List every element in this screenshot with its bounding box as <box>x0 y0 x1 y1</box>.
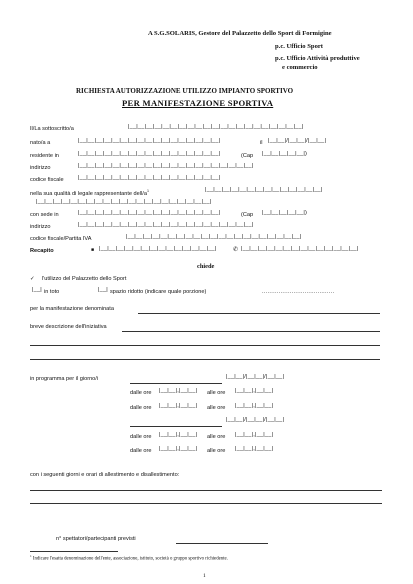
label-cap-sede: (Cap <box>241 212 254 218</box>
checkbox-spazio-ridotto[interactable]: |__| <box>98 287 108 293</box>
label-codice-fiscale: codice fiscale <box>30 177 64 183</box>
input-ente-1[interactable]: |__|__|__|__|__|__|__|__|__|__|__|__|__|__| <box>205 187 323 193</box>
input-codice-fiscale[interactable]: |__|__|__|__|__|__|__|__|__|__|__|__|__|__|__|__|__| <box>78 175 221 181</box>
label-spettatori: n° spettatori/partecipanti previsti <box>56 536 136 542</box>
footnote-divider <box>30 551 118 552</box>
input-data-nascita[interactable]: |__|__|/|__|__|/|__|__| <box>268 138 327 144</box>
footnote: $^1$ Indicare l'esatta denominazione dell'ente, associazione, istituto, società o gruppo sportivo richiedente. <box>30 554 228 562</box>
input-indirizzo[interactable]: |__|__|__|__|__|__|__|__|__|__|__|__|__|__|__|__|__|__|__|__|__| <box>78 163 254 169</box>
input-fax[interactable]: |__|__|__|__|__|__|__|__|__|__|__|__|__|__| <box>241 246 359 252</box>
chiede-heading: chiede <box>197 263 215 270</box>
input-alle-2[interactable]: |__|__|,|__|__| <box>235 403 274 409</box>
header-cc-attivita: p.c. Ufficio Attività produttive <box>275 55 360 62</box>
input-descrizione-2[interactable] <box>30 345 380 346</box>
input-spettatori[interactable] <box>176 543 268 544</box>
input-cap-sede[interactable]: |__|__|__|__|__|) <box>262 210 308 216</box>
label-alle-1: alle ore <box>207 390 226 396</box>
label-utilizzo: l'utilizzo del Palazzetto dello Sport <box>42 276 127 282</box>
input-porzione[interactable]: ....................................... <box>262 289 335 295</box>
input-nato[interactable]: |__|__|__|__|__|__|__|__|__|__|__|__|__|__|__|__|__| <box>78 138 221 144</box>
label-allestimento: con i seguenti giorni e orari di allestimento e disallestimento: <box>30 472 180 478</box>
label-programma: in programma per il giorno/i <box>30 376 99 382</box>
input-giorno[interactable] <box>130 383 222 384</box>
form-subtitle: PER MANIFESTAZIONE SPORTIVA <box>122 98 274 108</box>
label-dalle-4: dalle ore <box>130 448 152 454</box>
input-dalle-4[interactable]: |__|__|,|__|__| <box>159 446 198 452</box>
input-alle-1[interactable]: |__|__|,|__|__| <box>235 388 274 394</box>
label-indirizzo-sede: indirizzo <box>30 224 51 230</box>
input-alle-4[interactable]: |__|__|,|__|__| <box>235 446 274 452</box>
label-spazio-ridotto: spazio ridotto (indicare quale porzione) <box>110 289 207 295</box>
input-sottoscritto[interactable]: |__|__|__|__|__|__|__|__|__|__|__|__|__|__|__|__|__|__|__|__|__| <box>128 124 304 130</box>
input-alle-3[interactable]: |__|__|,|__|__| <box>235 432 274 438</box>
input-cf-piva[interactable]: |__|__|__|__|__|__|__|__|__|__|__|__|__|__|__|__|__|__|__|__|__| <box>126 234 302 240</box>
label-recapito: Recapito <box>30 248 54 254</box>
input-residente[interactable]: |__|__|__|__|__|__|__|__|__|__|__|__|__|__|__|__|__| <box>78 151 221 157</box>
label-dalle-3: dalle ore <box>130 434 152 440</box>
label-dalle-1: dalle ore <box>130 390 152 396</box>
label-qualita: nella sua qualità di legale rappresentante dell/$a^1$ <box>30 189 149 197</box>
header-cc-sport: p.c. Ufficio Sport <box>275 43 323 50</box>
label-descrizione: breve descrizione dell'iniziativa <box>30 324 107 330</box>
label-alle-3: alle ore <box>207 434 226 440</box>
input-allestimento-1[interactable] <box>30 490 382 491</box>
input-sede[interactable]: |__|__|__|__|__|__|__|__|__|__|__|__|__|__|__|__|__| <box>78 210 221 216</box>
fax-icon: ✆ <box>233 247 238 253</box>
input-manifestazione[interactable] <box>138 313 380 314</box>
label-manifestazione: per la manifestazione denominata <box>30 306 114 312</box>
input-data-programma-2[interactable]: |__|__|/|__|__|/|__|__| <box>226 417 285 423</box>
input-dalle-3[interactable]: |__|__|,|__|__| <box>159 432 198 438</box>
label-cap: (Cap <box>241 153 254 159</box>
input-giorno-2[interactable] <box>130 426 222 427</box>
input-cap[interactable]: |__|__|__|__|__|) <box>262 151 308 157</box>
label-sottoscritto: Il/La sottoscritto/a <box>30 126 74 132</box>
page-number: 1 <box>203 573 206 579</box>
input-dalle-1[interactable]: |__|__|,|__|__| <box>159 388 198 394</box>
label-alle-2: alle ore <box>207 405 226 411</box>
phone-icon: ■ <box>91 247 95 253</box>
input-telefono[interactable]: |__|__|__|__|__|__|__|__|__|__|__|__|__|__| <box>99 246 217 252</box>
label-alle-4: alle ore <box>207 448 226 454</box>
label-cf-piva: codice fiscale/Partita IVA <box>30 236 92 242</box>
header-recipient: A S.G.SOLARIS, Gestore del Palazzetto dello Sport di Formigine <box>148 30 332 37</box>
label-il: il <box>260 140 263 146</box>
label-residente: residente in <box>30 153 59 159</box>
checkbox-in-toto[interactable]: |__| <box>32 287 42 293</box>
label-dalle-2: dalle ore <box>130 405 152 411</box>
label-nato: nato/a a <box>30 140 51 146</box>
input-descrizione-1[interactable] <box>122 331 380 332</box>
label-sede: con sede in <box>30 212 59 218</box>
input-allestimento-2[interactable] <box>30 503 382 504</box>
input-dalle-2[interactable]: |__|__|,|__|__| <box>159 403 198 409</box>
input-descrizione-3[interactable] <box>30 359 380 360</box>
input-indirizzo-sede[interactable]: |__|__|__|__|__|__|__|__|__|__|__|__|__|__|__|__|__|__|__|__|__| <box>78 222 254 228</box>
label-in-toto: in toto <box>44 289 60 295</box>
check-icon: ✓ <box>30 276 35 282</box>
header-cc-commercio: e commercio <box>282 64 318 71</box>
label-indirizzo: indirizzo <box>30 165 51 171</box>
input-ente-2[interactable]: |__|__|__|__|__|__|__|__|__|__|__|__|__|__|__|__|__|__|__|__|__| <box>36 199 212 205</box>
input-data-programma-1[interactable]: |__|__|/|__|__|/|__|__| <box>226 374 285 380</box>
form-title: RICHIESTA AUTORIZZAZIONE UTILIZZO IMPIANTO SPORTIVO <box>76 87 294 95</box>
